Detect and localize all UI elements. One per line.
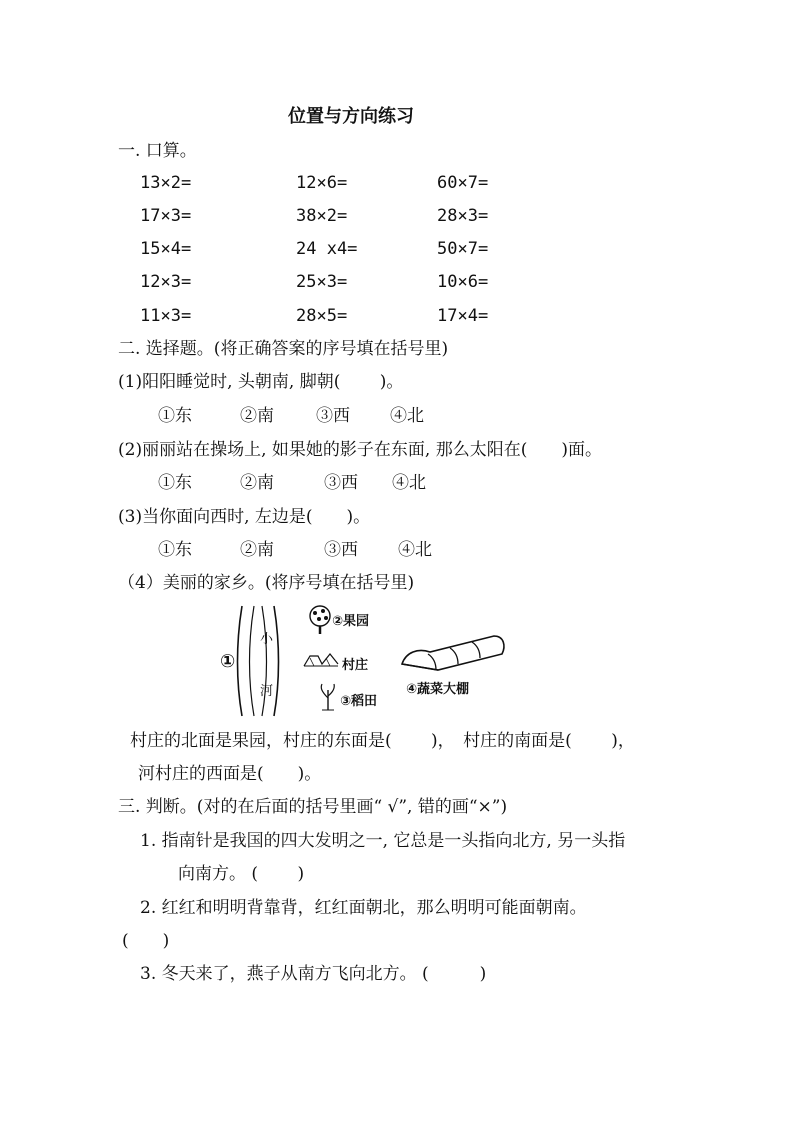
greenhouse-label: ④蔬菜大棚: [406, 682, 470, 697]
page-title: 位置与方向练习: [288, 106, 414, 127]
calc-r2-c2: 50×7=: [437, 239, 489, 259]
q1-option-4: ④北: [390, 406, 424, 426]
question-2: (2)丽丽站在操场上, 如果她的影子在东面, 那么太阳在( )面。: [118, 440, 602, 460]
q2-option-3: ③西: [324, 473, 358, 493]
q3-option-1: ①东: [158, 540, 192, 560]
q3-option-2: ②南: [240, 540, 274, 560]
q2-option-1: ①东: [158, 473, 192, 493]
river-char-1: 小: [260, 632, 274, 647]
calc-r1-c2: 28×3=: [437, 206, 489, 226]
statement-1-line-1: 1. 指南针是我国的四大发明之一, 它总是一头指向北方, 另一头指: [140, 831, 626, 851]
orchard-label: ②果园: [332, 614, 370, 629]
river-char-2: 河: [260, 684, 274, 699]
calc-r0-c2: 60×7=: [437, 173, 489, 193]
rice-field-label: ③稻田: [340, 694, 378, 709]
q1-option-3: ③西: [316, 406, 350, 426]
statement-1-line-2: 向南方。 ( ): [178, 864, 305, 884]
calc-r4-c1: 28×5=: [296, 306, 348, 326]
calc-r4-c2: 17×4=: [437, 306, 489, 326]
section3-heading: 三. 判断。(对的在后面的括号里画“ √”, 错的画“×”): [118, 797, 508, 817]
map-fill-line-2: 河村庄的西面是( )。: [138, 764, 322, 784]
q1-option-1: ①东: [158, 406, 192, 426]
section2-heading: 二. 选择题。(将正确答案的序号填在括号里): [118, 339, 449, 359]
question-3: (3)当你面向西时, 左边是( )。: [118, 507, 371, 527]
calc-r1-c1: 38×2=: [296, 206, 348, 226]
question-4: （4）美丽的家乡。(将序号填在括号里): [118, 573, 415, 593]
section1-heading: 一. 口算。: [118, 141, 197, 161]
question-1: (1)阳阳睡觉时, 头朝南, 脚朝( )。: [118, 372, 404, 392]
calc-r0-c0: 13×2=: [140, 173, 192, 193]
calc-r3-c2: 10×6=: [437, 272, 489, 292]
calc-r3-c0: 12×3=: [140, 272, 192, 292]
q1-option-2: ②南: [240, 406, 274, 426]
statement-2-line-1: 2. 红红和明明背靠背，红红面朝北，那么明明可能面朝南。: [140, 898, 587, 918]
calc-r2-c0: 15×4=: [140, 239, 192, 259]
village-label: 村庄: [342, 658, 369, 673]
statement-2-line-2: ( ): [122, 931, 170, 951]
q2-option-4: ④北: [392, 473, 426, 493]
q3-option-3: ③西: [324, 540, 358, 560]
hometown-map: [218, 602, 508, 720]
calc-r2-c1: 24 x4=: [296, 239, 358, 259]
calc-r4-c0: 11×3=: [140, 306, 192, 326]
river-number: ①: [220, 651, 236, 672]
calc-r3-c1: 25×3=: [296, 272, 348, 292]
q3-option-4: ④北: [398, 540, 432, 560]
map-fill-line-1: 村庄的北面是果园，村庄的东面是( )， 村庄的南面是( )，: [130, 731, 635, 751]
calc-r0-c1: 12×6=: [296, 173, 348, 193]
calc-r1-c0: 17×3=: [140, 206, 192, 226]
q2-option-2: ②南: [240, 473, 274, 493]
statement-3: 3. 冬天来了，燕子从南方飞向北方。 ( ): [140, 964, 487, 984]
